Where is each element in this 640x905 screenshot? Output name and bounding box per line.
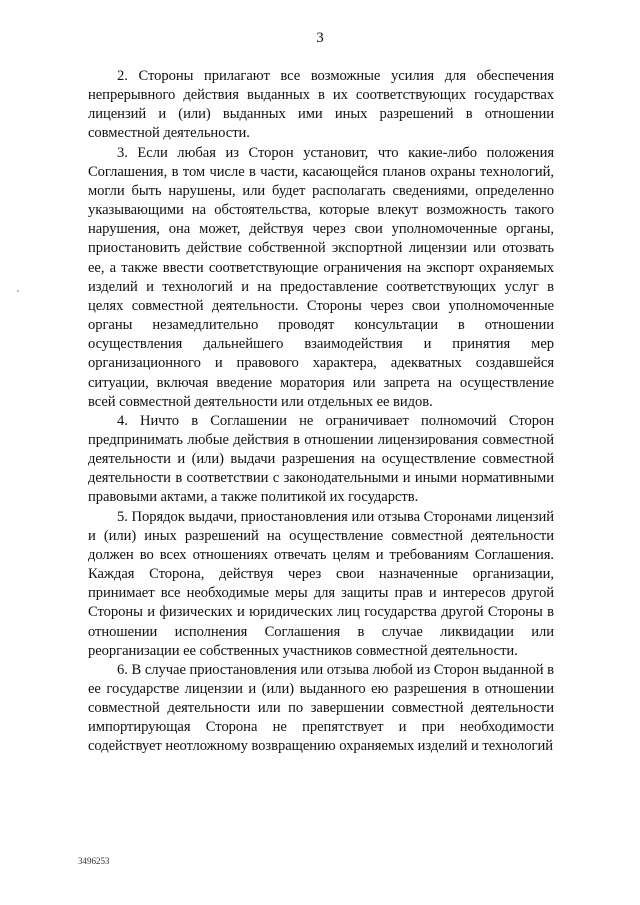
document-body xyxy=(88,67,554,757)
document-code: 3496253 xyxy=(78,856,110,866)
paragraph-4: 4. Ничто в Соглашении не ограничивает полномочий Сторон предпринимать любые действия в отношении лицензирования совместной деятельности и (или) выдачи разрешения на осуществление совместной деятельности в соответствии с законодательными и иными нормативными правовыми актами, а также политикой их государств. xyxy=(88,412,554,506)
margin-mark xyxy=(17,290,19,292)
paragraph-6: 6. В случае приостановления или отзыва любой из Сторон выданной в ее государстве лицензии и (или) выданного ею разрешения в отношении совместной деятельности или по завершении совместной деятельности импортирующая Сторона не препятствует и при необходимости содействует неотложному возвращению охраняемых изделий и технологий xyxy=(88,661,554,755)
paragraph-5: 5. Порядок выдачи, приостановления или отзыва Сторонами лицензий и (или) иных разрешений на осуществление совместной деятельности должен во всех отношениях отвечать целям и требованиям Соглашения. Каждая Сторона, действуя через свои назначенные организации, принимает все необходимые меры для защиты прав и интересов другой Стороны и физических и юридических лиц государства другой Стороны в отношении исполнения Соглашения в случае ликвидации или реорганизации ее собственных участников совместной деятельности. xyxy=(88,508,554,659)
page-number: 3 xyxy=(316,30,324,46)
paragraph-2: 2. Стороны прилагают все возможные усилия для обеспечения непрерывного действия выданных в их соответствующих государствах лицензий и (или) выданных ими иных разрешений в отношении совместной деятельности. xyxy=(88,68,554,142)
paragraph-3: 3. Если любая из Сторон установит, что какие-либо положения Соглашения, в том числе в части, касающейся планов охраны технологий, могли быть нарушены, или будет располагать сведениями, определенно указывающими на обстоятельства, которые влекут возможность такого нарушения, она может, действуя через свои уполномоченные органы, приостановить действие собственной экспортной лицензии или отозвать ее, а также ввести соответствующие ограничения на экспорт охраняемых изделий и технологий и на предоставление соответствующих услуг в целях совместной деятельности. Стороны через свои уполномоченные органы незамедлительно проводят консультации в отношении осуществления дальнейшего взаимодействия и принятия мер организационного и правового характера, адекватных создавшейся ситуации, включая введение моратория или запрета на осуществление всей совместной деятельности или отдельных ее видов. xyxy=(88,144,554,410)
